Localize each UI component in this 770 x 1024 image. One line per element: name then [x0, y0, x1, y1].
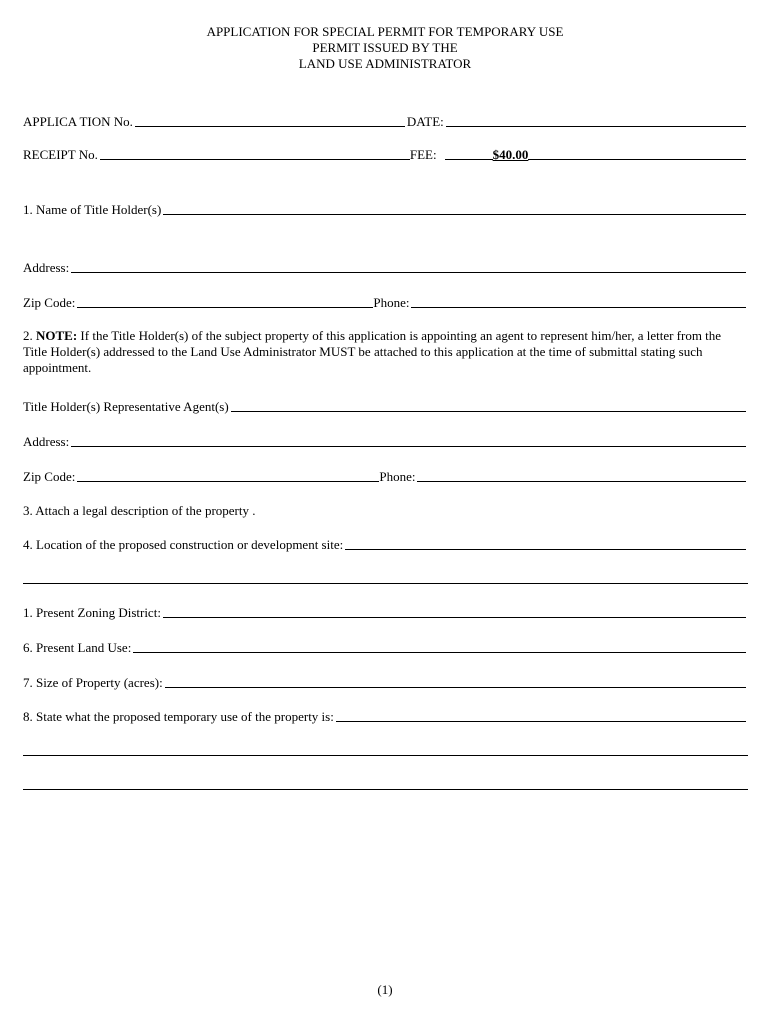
zip-label-1: Zip Code: — [23, 295, 76, 310]
form-title-line-2: PERMIT ISSUED BY THE — [312, 40, 458, 55]
property-size-label: 7. Size of Property (acres): — [23, 675, 163, 690]
property-size-field[interactable] — [165, 687, 746, 688]
temporary-use-line-3[interactable] — [23, 789, 748, 790]
zip-field-2[interactable] — [77, 481, 379, 482]
date-label: DATE: — [406, 114, 444, 129]
address-row-1 — [23, 258, 748, 276]
title-holder-label: 1. Name of Title Holder(s) — [23, 202, 162, 217]
fee-value: $40.00 — [492, 147, 529, 162]
zip-label-2: Zip Code: — [23, 469, 76, 484]
land-use-row — [23, 638, 748, 656]
address-row-2 — [23, 432, 748, 450]
agent-row — [23, 397, 748, 415]
agent-label: Title Holder(s) Representative Agent(s) — [23, 399, 229, 414]
zoning-row — [23, 603, 748, 621]
address-label-2: Address: — [23, 434, 70, 449]
property-size-row — [23, 673, 748, 691]
phone-field-2[interactable] — [417, 481, 746, 482]
land-use-label: 6. Present Land Use: — [23, 640, 132, 655]
fee-label: FEE: — [409, 147, 437, 162]
land-use-field[interactable] — [133, 652, 746, 653]
fee-field[interactable] — [528, 159, 746, 160]
location-label: 4. Location of the proposed construction or development site: — [23, 537, 344, 552]
application-date-row — [23, 112, 748, 130]
phone-field-1[interactable] — [411, 307, 746, 308]
location-row — [23, 535, 748, 553]
note-number: 2. — [23, 328, 36, 343]
temporary-use-row — [23, 707, 748, 725]
zoning-field[interactable] — [163, 617, 746, 618]
legal-description-row — [23, 501, 748, 519]
zoning-label: 1. Present Zoning District: — [23, 605, 161, 620]
form-title-line-3: LAND USE ADMINISTRATOR — [298, 56, 472, 71]
receipt-no-field[interactable] — [100, 159, 410, 160]
address-label-1: Address: — [23, 260, 70, 275]
application-no-field[interactable] — [135, 126, 405, 127]
location-field[interactable] — [345, 549, 746, 550]
date-field[interactable] — [446, 126, 746, 127]
temporary-use-field[interactable] — [336, 721, 746, 722]
receipt-no-label: RECEIPT No. — [23, 147, 98, 162]
temporary-use-line-2[interactable] — [23, 755, 748, 756]
agent-field[interactable] — [231, 411, 746, 412]
title-holder-row — [23, 200, 748, 218]
agent-note — [23, 328, 748, 376]
fee-lead-line — [445, 159, 493, 160]
phone-label-1: Phone: — [373, 295, 410, 310]
note-label: NOTE: — [36, 328, 78, 343]
note-text: If the Title Holder(s) of the subject property of this application is appointing an agent to represent him/her, a letter from the Title Holder(s) addressed to the Land Use Administrator MUST be attached to this application at the time of submittal stating such appointment. — [23, 328, 722, 375]
form-title-line-1: APPLICATION FOR SPECIAL PERMIT FOR TEMPORARY USE — [206, 24, 564, 39]
page-number: (1) — [377, 982, 393, 997]
phone-label-2: Phone: — [379, 469, 416, 484]
address-field-2[interactable] — [71, 446, 746, 447]
zip-field-1[interactable] — [77, 307, 373, 308]
title-holder-field[interactable] — [163, 214, 746, 215]
address-field-1[interactable] — [71, 272, 746, 273]
zip-phone-row-1 — [23, 293, 748, 311]
location-field-line-2[interactable] — [23, 583, 748, 584]
application-no-label: APPLICA TION No. — [23, 114, 133, 129]
receipt-fee-row — [23, 145, 748, 163]
legal-description-label: 3. Attach a legal description of the property . — [23, 503, 256, 518]
zip-phone-row-2 — [23, 467, 748, 485]
temporary-use-label: 8. State what the proposed temporary use of the property is: — [23, 709, 334, 724]
